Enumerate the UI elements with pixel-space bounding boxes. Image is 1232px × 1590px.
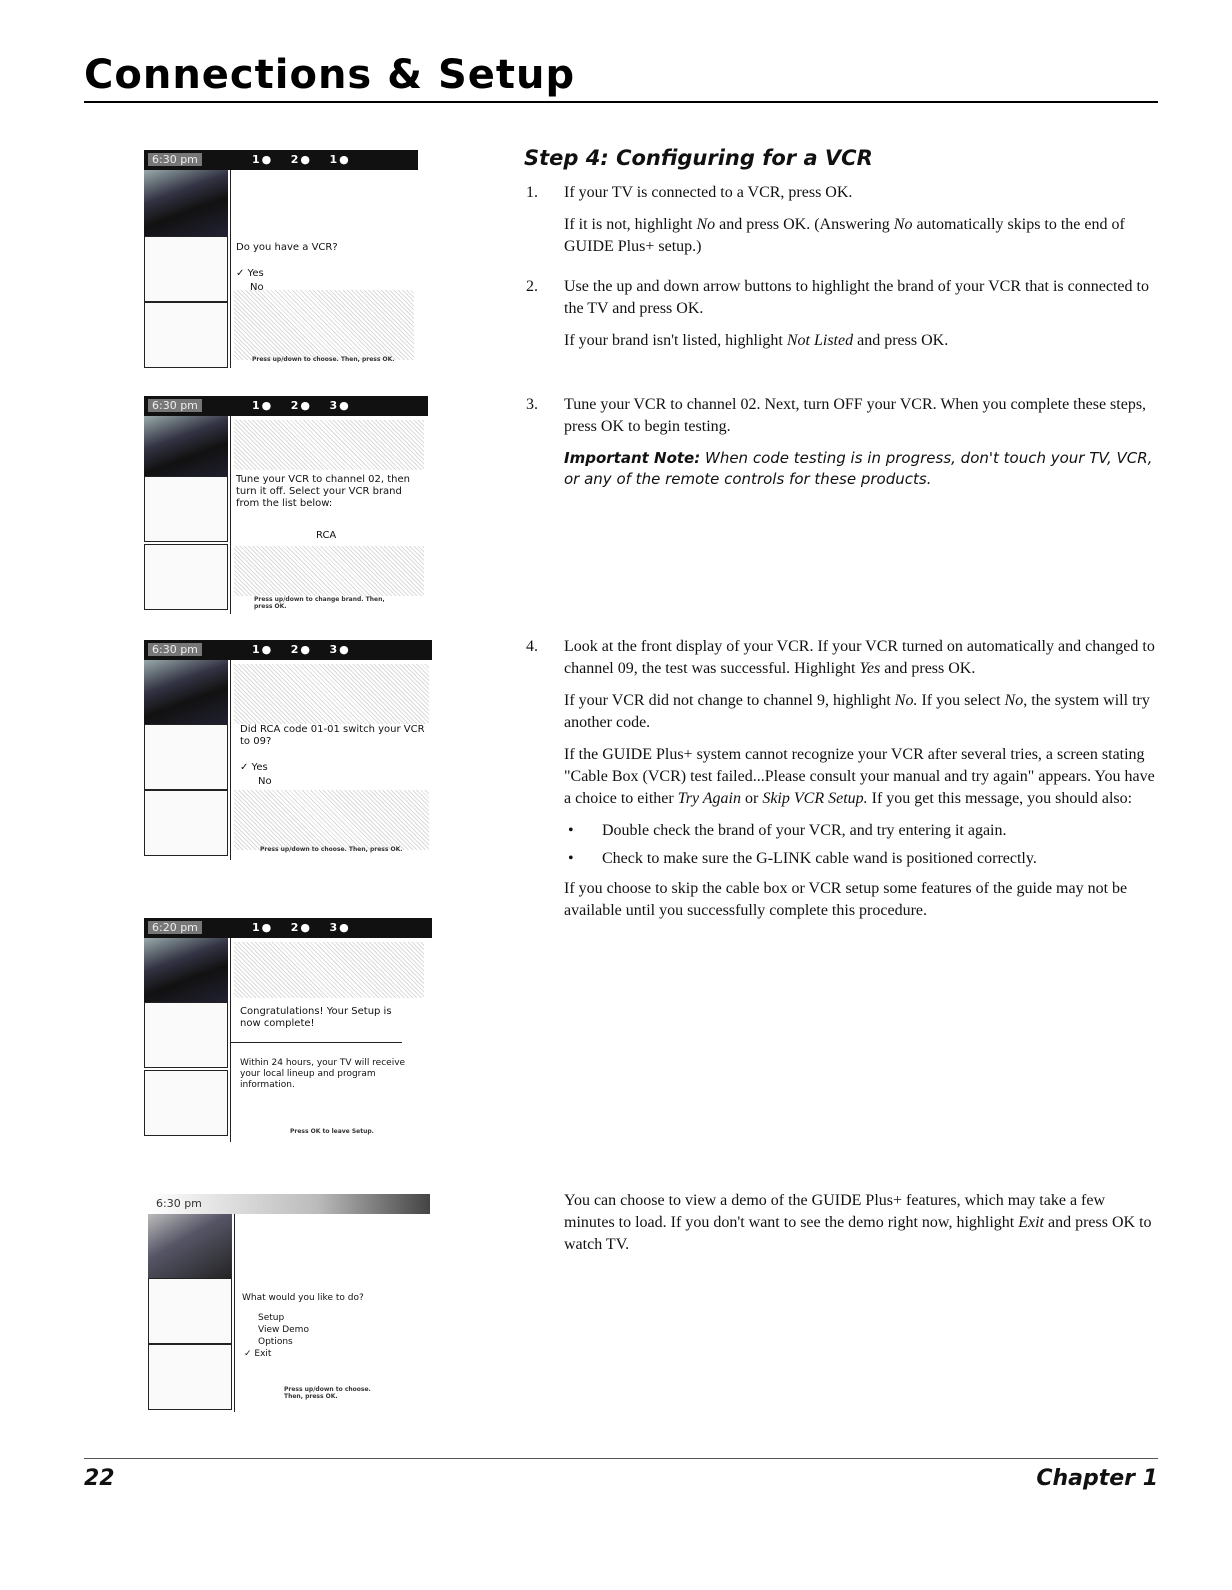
step-number: 1. bbox=[526, 184, 538, 201]
page-number: 22 bbox=[84, 1466, 115, 1491]
screen-question: What would you like to do? bbox=[242, 1293, 364, 1303]
step-text: If your TV is connected to a VCR, press OK. bbox=[564, 184, 853, 201]
screen-prompt: Press up/down to choose. Then, press OK. bbox=[284, 1386, 371, 1400]
screen-static bbox=[234, 546, 424, 596]
ad-box bbox=[144, 1070, 228, 1136]
step-item-4 bbox=[526, 636, 1156, 932]
screen-tabs: 1● 2● 1● bbox=[252, 153, 351, 166]
screen-option: No bbox=[250, 282, 264, 293]
screen-prompt: Press up/down to choose. Then, press OK. bbox=[260, 846, 403, 853]
screen-topbar bbox=[144, 396, 428, 416]
ad-box bbox=[144, 724, 228, 790]
ad-box bbox=[144, 544, 228, 610]
step-text: You can choose to view a demo of the GUIDE Plus+ features, which may take a few minutes to load. If you don't want to see the demo right now, highlight Exit and press OK to watch TV. bbox=[564, 1192, 1152, 1253]
page-header-title: Connections & Setup bbox=[84, 52, 576, 98]
ad-box bbox=[144, 1002, 228, 1068]
screen-question: Do you have a VCR? bbox=[236, 242, 338, 253]
divider bbox=[234, 1214, 235, 1412]
tv-screen-setup-complete bbox=[144, 918, 432, 1144]
divider bbox=[230, 416, 231, 614]
step-text: If you choose to skip the cable box or VCR setup some features of the guide may not be available until you successfully complete this procedure. bbox=[564, 880, 1128, 919]
step-text: If it is not, highlight No and press OK. (Answering No automatically skips to the end of GUIDE Plus+ setup.) bbox=[564, 216, 1125, 255]
screen-topbar bbox=[144, 918, 432, 938]
divider bbox=[230, 660, 231, 860]
screen-option: ✓ Yes bbox=[240, 762, 268, 773]
footer-rule bbox=[84, 1458, 1158, 1459]
screen-option: No bbox=[258, 776, 272, 787]
video-thumbnail bbox=[144, 938, 228, 1004]
header-rule bbox=[84, 101, 1158, 103]
screen-tabs: 1● 2● 3● bbox=[252, 399, 351, 412]
screen-topbar bbox=[148, 1194, 430, 1214]
screen-tabs: 1● 2● 3● bbox=[252, 643, 351, 656]
screen-static bbox=[234, 290, 414, 360]
screen-prompt: Press up/down to change brand. Then, press OK. bbox=[254, 596, 385, 610]
screen-option: Setup bbox=[258, 1313, 285, 1323]
video-thumbnail bbox=[144, 416, 228, 482]
tv-screen-vcr-brand bbox=[144, 396, 432, 616]
screen-time: 6:30 pm bbox=[156, 1197, 202, 1210]
divider bbox=[230, 170, 231, 368]
step-title: Step 4: Configuring for a VCR bbox=[524, 146, 873, 170]
screen-prompt: Press OK to leave Setup. bbox=[290, 1128, 374, 1135]
ad-box bbox=[144, 302, 228, 368]
important-note: Important Note: When code testing is in progress, don't touch your TV, VCR, or any of the remote controls for these products. bbox=[564, 449, 1153, 488]
screen-question: Did RCA code 01-01 switch your VCR to 09? bbox=[240, 724, 425, 747]
screen-tabs: 1● 2● 3● bbox=[252, 921, 351, 934]
video-thumbnail bbox=[144, 170, 228, 236]
screen-prompt: Press up/down to choose. Then, press OK. bbox=[252, 356, 395, 363]
ad-box bbox=[144, 790, 228, 856]
screen-option: View Demo bbox=[258, 1325, 309, 1335]
tv-screen-vcr-question bbox=[144, 150, 432, 370]
step-text: If the GUIDE Plus+ system cannot recognize your VCR after several tries, a screen stating "Cable Box (VCR) test failed...Please consult your manual and try again" appears. You have a choice to either Try Again or Skip VCR Setup. If you get this message, you should also: bbox=[564, 746, 1155, 807]
video-thumbnail bbox=[144, 660, 228, 726]
screen-option: Options bbox=[258, 1337, 293, 1347]
screen-info: Within 24 hours, your TV will receive your local lineup and program information. bbox=[240, 1058, 406, 1090]
step-item-2 bbox=[526, 276, 1156, 362]
ad-box bbox=[144, 236, 228, 302]
screen-question: Tune your VCR to channel 02, then turn it off. Select your VCR brand from the list below: bbox=[236, 474, 411, 509]
ad-box bbox=[148, 1344, 232, 1410]
divider bbox=[230, 938, 231, 1142]
screen-topbar bbox=[144, 150, 418, 170]
step-text: If your VCR did not change to channel 9, highlight No. If you select No, the system will try another code. bbox=[564, 692, 1150, 731]
ad-box bbox=[148, 1278, 232, 1344]
step-number: 4. bbox=[526, 638, 538, 655]
chapter-label: Chapter 1 bbox=[1036, 1466, 1158, 1491]
step-item-1 bbox=[526, 182, 1156, 268]
screen-option: ✓ Yes bbox=[236, 268, 264, 279]
bullet-item: • Double check the brand of your VCR, and try entering it again. bbox=[602, 820, 1156, 842]
screen-option: ✓ Exit bbox=[244, 1349, 272, 1359]
bullet-item: • Check to make sure the G-LINK cable wand is positioned correctly. bbox=[602, 848, 1156, 870]
screen-question: Congratulations! Your Setup is now complete! bbox=[240, 1006, 392, 1029]
screen-static bbox=[234, 664, 429, 724]
screen-value: RCA bbox=[316, 530, 337, 541]
screen-static bbox=[234, 942, 424, 998]
step-text: If your brand isn't listed, highlight Not Listed and press OK. bbox=[564, 332, 949, 349]
screen-time: 6:30 pm bbox=[148, 399, 202, 412]
screen-time: 6:30 pm bbox=[148, 153, 202, 166]
step-text: Look at the front display of your VCR. If your VCR turned on automatically and changed to channel 09, the test was successful. Highlight Yes and press OK. bbox=[564, 638, 1155, 677]
divider bbox=[230, 1042, 402, 1043]
screen-time: 6:20 pm bbox=[148, 921, 202, 934]
tv-screen-main-menu bbox=[148, 1194, 436, 1414]
step-text: Tune your VCR to channel 02. Next, turn OFF your VCR. When you complete these steps, press OK to begin testing. bbox=[564, 396, 1147, 435]
ad-box bbox=[144, 476, 228, 542]
step-text: Use the up and down arrow buttons to highlight the brand of your VCR that is connected to the TV and press OK. bbox=[564, 278, 1149, 317]
video-thumbnail bbox=[148, 1214, 232, 1280]
tv-screen-code-test bbox=[144, 640, 432, 862]
screen-topbar bbox=[144, 640, 432, 660]
step-number: 3. bbox=[526, 396, 538, 413]
screen-time: 6:30 pm bbox=[148, 643, 202, 656]
screen-static bbox=[234, 790, 429, 850]
screen-static bbox=[234, 420, 424, 470]
demo-paragraph bbox=[526, 1190, 1156, 1266]
step-item-3 bbox=[526, 394, 1156, 490]
step-number: 2. bbox=[526, 278, 538, 295]
